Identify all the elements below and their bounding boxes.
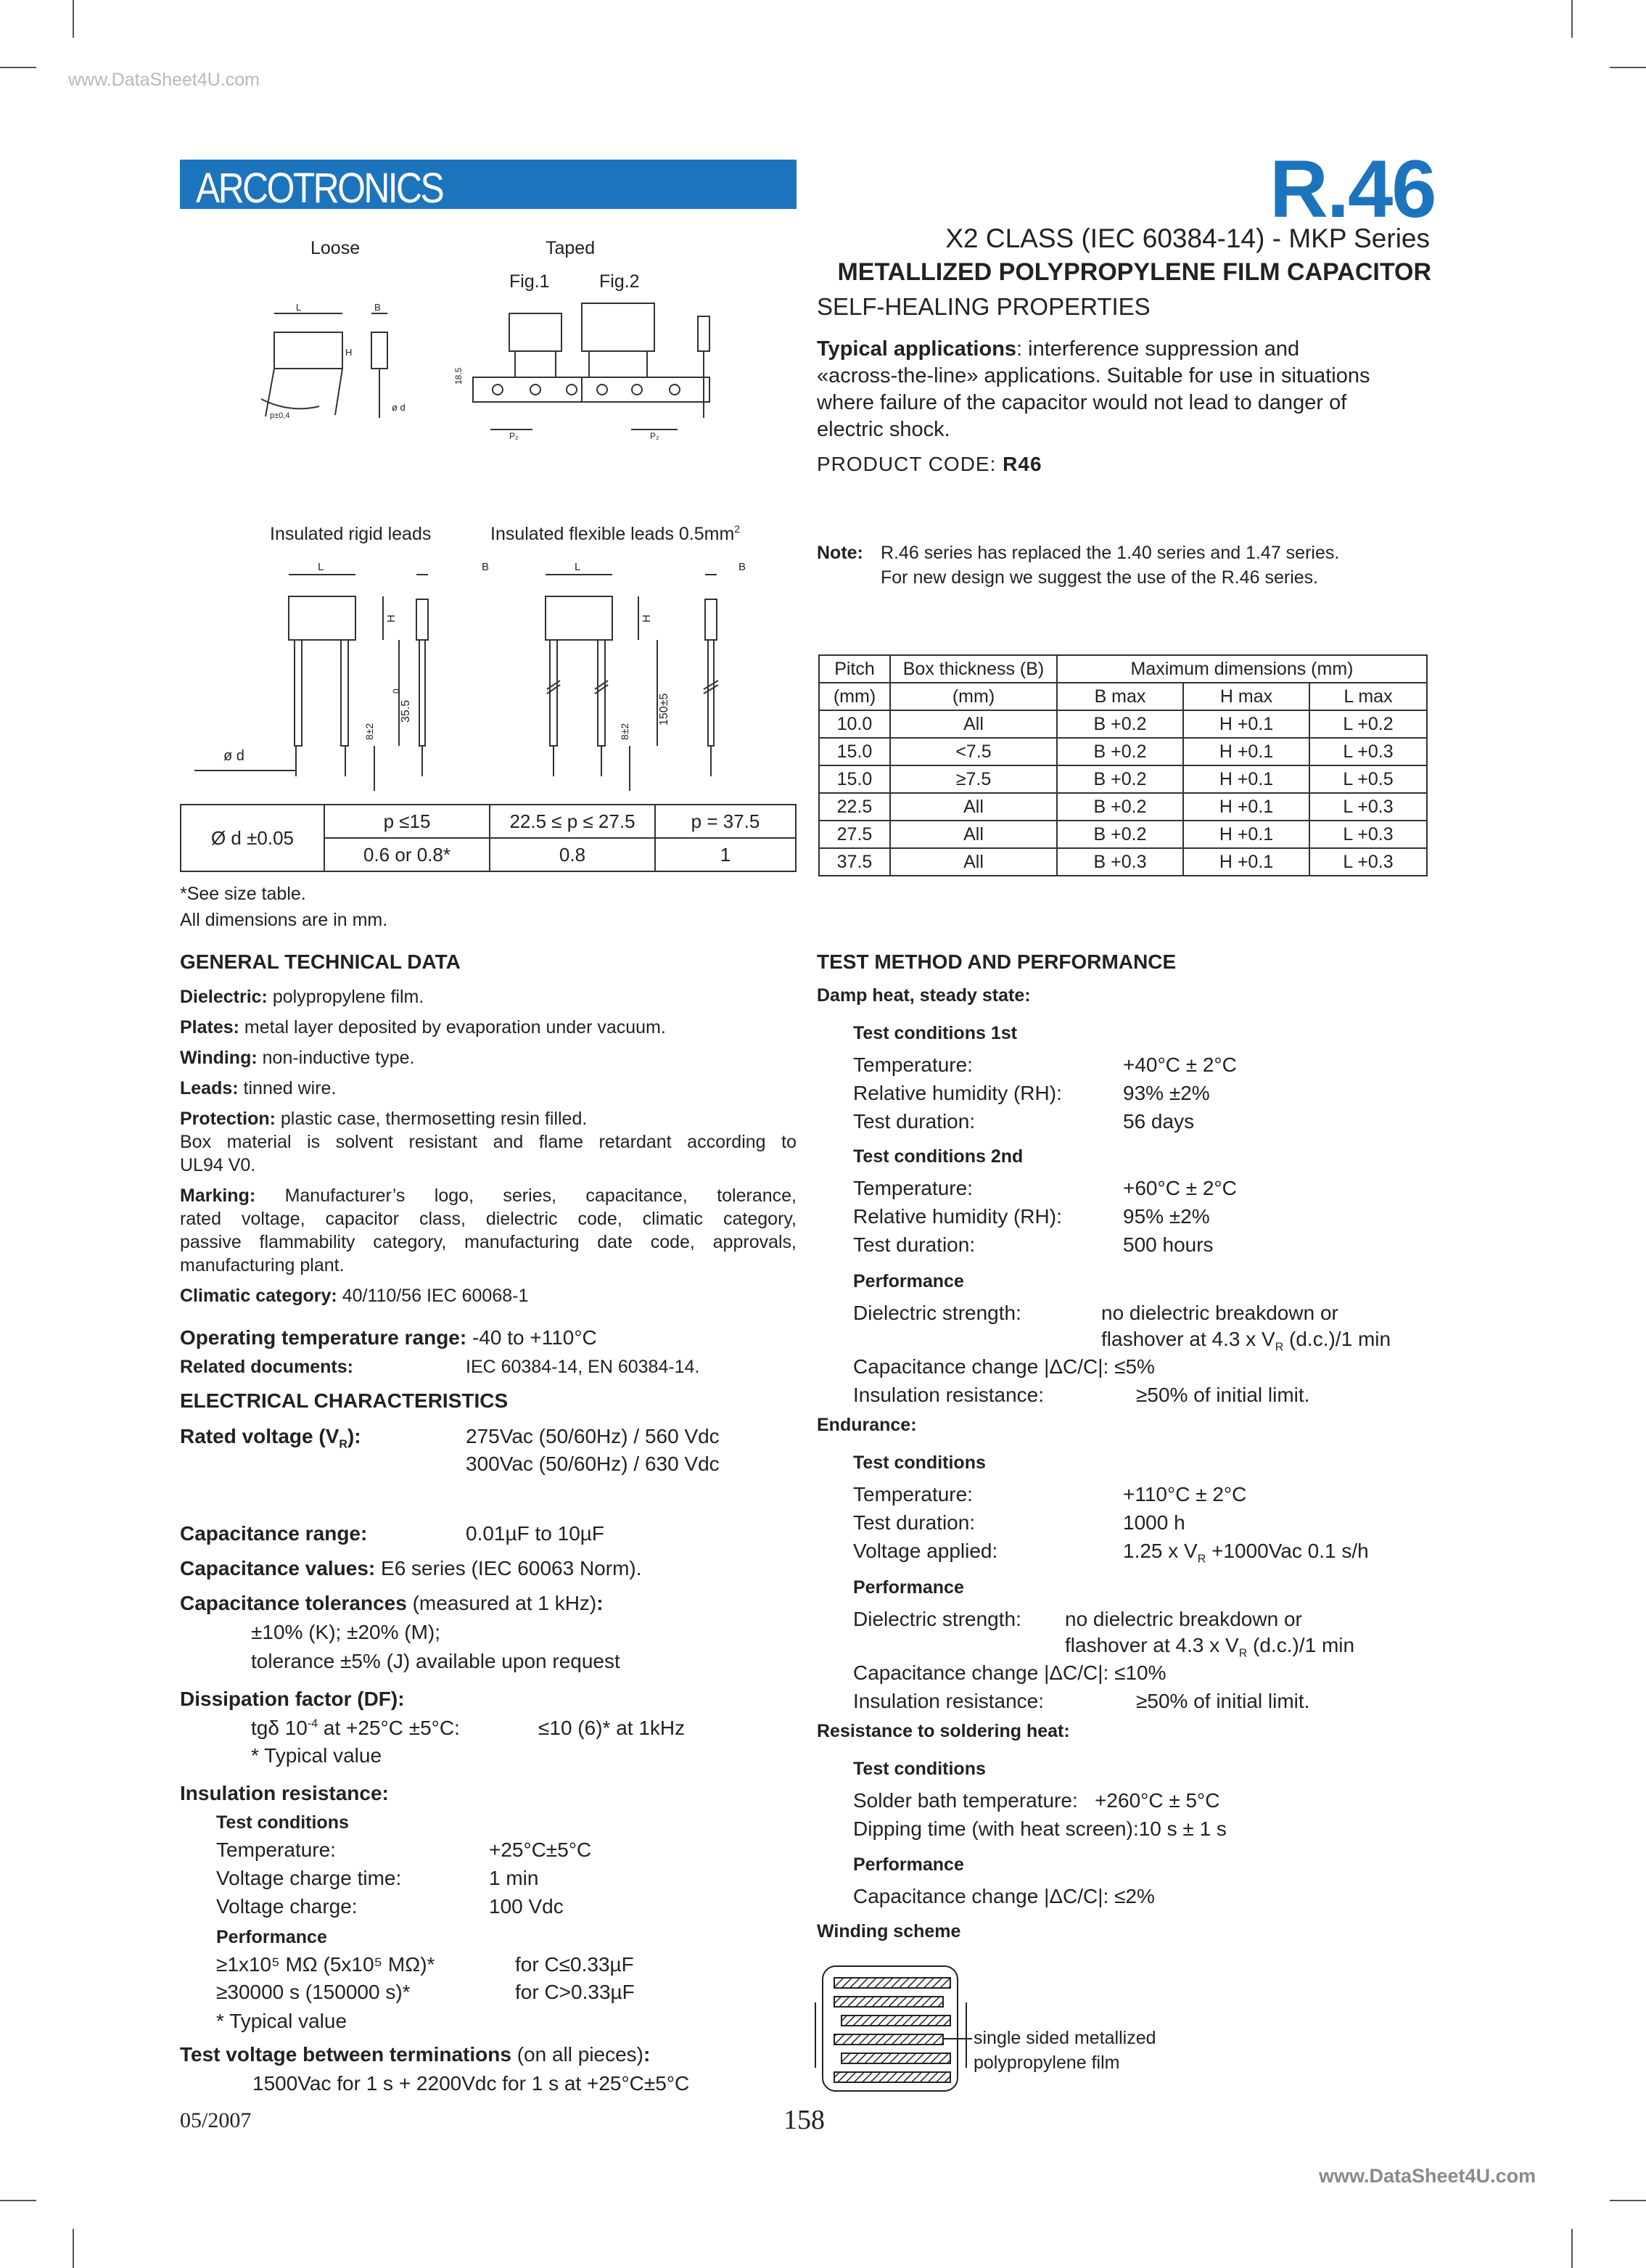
endurance: Endurance:	[817, 1415, 917, 1435]
table-label: Ø d ±0.05	[181, 805, 324, 871]
tc1-title: Test conditions 1st	[853, 1023, 1017, 1043]
cc-value: ≤10%	[1108, 1661, 1166, 1684]
e-dur-value: 1000 h	[1123, 1511, 1185, 1534]
flexible-lead	[550, 640, 557, 746]
p2-ds-value2	[1065, 1634, 1354, 1661]
ir-vc-label: Voltage charge:	[216, 1895, 358, 1918]
table-row	[819, 848, 1427, 876]
tc2-title: Test conditions 2nd	[853, 1146, 1024, 1167]
tc1-rh-label: Relative humidity (RH):	[853, 1082, 1062, 1104]
heading-class: X2 CLASS (IEC 60384-14) - MKP Series	[945, 223, 1430, 253]
stc-title: Test conditions	[853, 1759, 986, 1779]
table-cell: H +0.1	[1183, 793, 1309, 821]
footer-date: 05/2007	[180, 2108, 252, 2132]
ir-performance: Performance	[216, 1927, 327, 1947]
rated-voltage-label	[180, 1425, 361, 1452]
df-value: ≤10 (6)* at 1kHz	[538, 1717, 686, 1739]
tc2-rh-label: Relative humidity (RH):	[853, 1205, 1062, 1228]
table-row	[819, 738, 1427, 765]
tape-fig2	[582, 377, 709, 402]
rated-label: Rated voltage (V	[180, 1425, 340, 1447]
rigid-lead	[419, 640, 425, 746]
table-subheader-row	[819, 683, 1427, 710]
table-header: Box thickness (B)	[890, 655, 1057, 683]
cap-range-value: 0.01µF to 10µF	[466, 1522, 605, 1545]
tc1-temp-value: +40°C ± 2°C	[1123, 1053, 1237, 1076]
brand-banner	[180, 160, 797, 212]
p2-cc	[853, 1661, 1166, 1685]
df-text: tgδ 10	[251, 1717, 308, 1739]
general-label: Leads:	[180, 1078, 239, 1098]
df-sup: -4	[307, 1717, 318, 1730]
p1-cc	[853, 1355, 1155, 1379]
p1-ds-value: no dielectric breakdown or	[1101, 1302, 1338, 1324]
general-value: -40 to +110°C	[466, 1326, 597, 1349]
table-cell: 22.5	[819, 793, 890, 821]
cap-tol-measure: (measured at 1 kHz)	[406, 1592, 597, 1614]
table-cell: L +0.3	[1309, 738, 1427, 765]
tv-label: Test voltage between terminations	[180, 2043, 511, 2066]
table-cell: All	[890, 793, 1057, 821]
table-cell: L +0.3	[1309, 821, 1427, 848]
tc1-dur-value: 56 days	[1123, 1110, 1195, 1133]
taped-capacitor-fig2	[582, 303, 654, 351]
crop-mark	[0, 67, 36, 68]
general-label: Protection:	[180, 1109, 276, 1129]
label-pitch-tol: p±0,4	[270, 411, 290, 420]
label-d: ø d	[223, 748, 244, 764]
table-cell: H +0.1	[1183, 710, 1309, 738]
loose-taped-drawing	[239, 232, 769, 464]
label-H: H	[385, 615, 398, 623]
film-layer	[834, 1978, 950, 1988]
label-d: ø d	[392, 402, 406, 413]
general-label: Climatic category:	[180, 1286, 337, 1306]
general-value: Manufacturer’s logo, series, capacitance, tolerance,	[255, 1186, 797, 1206]
crop-mark	[1610, 67, 1646, 68]
tc2-dur-label: Test duration:	[853, 1233, 976, 1256]
e-temp-value: +110°C ± 2°C	[1123, 1483, 1247, 1505]
e-va-value	[1123, 1540, 1369, 1566]
table-cell: L +0.3	[1309, 793, 1427, 821]
va-sub: R	[1197, 1553, 1206, 1566]
e-temp-label: Temperature:	[853, 1483, 973, 1505]
table-cell: H +0.1	[1183, 821, 1309, 848]
label-fig2: Fig.2	[599, 271, 640, 292]
table-cell: L +0.2	[1309, 710, 1427, 738]
general-value: passive flammability category, manufacturing date code, approvals,	[180, 1232, 797, 1252]
ir-perf-cond: for C≤0.33µF	[515, 1953, 634, 1976]
film-layer	[834, 2034, 943, 2045]
cap-range-label: Capacitance range:	[180, 1522, 368, 1545]
related-docs-value: IEC 60384-14, EN 60384-14.	[466, 1357, 700, 1377]
cc-value: ≤5%	[1108, 1355, 1155, 1378]
label-dim35-tol: 0	[391, 689, 401, 694]
ds-text: (d.c.)/1 min	[1247, 1634, 1355, 1656]
ds-text: flashover at 4.3 x V	[1101, 1328, 1275, 1350]
table-cell: 15.0	[819, 765, 890, 793]
df-typical: * Typical value	[251, 1744, 382, 1767]
sprocket-hole	[670, 385, 680, 395]
product-code-label: PRODUCT CODE:	[817, 453, 1003, 475]
size-note	[180, 882, 387, 932]
tv-measure: (on all pieces)	[511, 2043, 644, 2066]
e-dur-label: Test duration:	[853, 1511, 976, 1534]
perf2-title: Performance	[853, 1577, 964, 1598]
p1-ir-value: ≥50% of initial limit.	[1136, 1384, 1310, 1406]
general-value: Box material is solvent resistant and flame retardant according to	[180, 1132, 797, 1152]
label-dim35: 35.5	[400, 699, 412, 723]
crop-mark	[1571, 2229, 1573, 2268]
general-value: non-inductive type.	[257, 1048, 415, 1068]
p1-ir-label: Insulation resistance:	[853, 1384, 1045, 1406]
cc-label: Capacitance change |ΔC/C|:	[853, 1661, 1109, 1684]
electrical-title: ELECTRICAL CHARACTERISTICS	[180, 1389, 509, 1412]
df-label: Dissipation factor (DF):	[180, 1688, 405, 1710]
table-subheader: (mm)	[819, 683, 890, 710]
typical-label: Typical applications	[817, 337, 1017, 361]
cap-values-label: Capacitance values:	[180, 1557, 376, 1579]
rated-voltage-value: 275Vac (50/60Hz) / 560 Vdc	[466, 1425, 720, 1447]
va-text: 1.25 x V	[1123, 1540, 1198, 1562]
s-bath: Solder bath temperature: +260°C ± 5°C	[853, 1789, 1220, 1812]
brand-name: ARCOTRONICS	[196, 165, 443, 212]
lead-diameter-table	[180, 804, 797, 872]
p2-ds-value: no dielectric breakdown or	[1065, 1608, 1302, 1630]
table-cell: B +0.2	[1057, 821, 1183, 848]
pitch-arc	[261, 399, 319, 408]
break-mark	[704, 681, 718, 694]
table-cell: 1	[655, 838, 796, 871]
test-title: TEST METHOD AND PERFORMANCE	[817, 950, 1177, 973]
label-loose: Loose	[310, 238, 361, 258]
tc2-rh-value: 95% ±2%	[1123, 1205, 1210, 1228]
ds-sub: R	[1275, 1341, 1284, 1354]
cap-tol-label: Capacitance tolerances	[180, 1592, 407, 1614]
flexible-lead	[708, 640, 714, 746]
table-cell: B +0.2	[1057, 765, 1183, 793]
sprocket-hole	[597, 385, 607, 395]
table-row	[819, 793, 1427, 821]
table-header: p = 37.5	[655, 805, 796, 838]
label-B: B	[482, 561, 490, 573]
ds-text: (d.c.)/1 min	[1283, 1328, 1391, 1350]
label-p2: P₂	[509, 431, 519, 441]
general-value: metal layer deposited by evaporation under vacuum.	[239, 1017, 666, 1038]
general-value: tinned wire.	[238, 1078, 337, 1098]
tc1-dur-label: Test duration:	[853, 1110, 976, 1133]
table-cell: L +0.5	[1309, 765, 1427, 793]
film-layer	[841, 2053, 950, 2063]
winding-title: Winding scheme	[817, 1921, 961, 1942]
general-value: rated voltage, capacitor class, dielectric code, climatic category,	[180, 1209, 797, 1229]
crop-mark	[73, 0, 74, 38]
winding-note-line: single sided metallized	[974, 2028, 1156, 2048]
general-label: Related documents:	[180, 1357, 353, 1377]
page-number: 158	[783, 2105, 825, 2135]
cap-tolerances	[180, 1592, 604, 1615]
ir-temp-value: +25°C±5°C	[489, 1838, 592, 1861]
table-header: 22.5 ≤ p ≤ 27.5	[490, 805, 655, 838]
tc2-temp-value: +60°C ± 2°C	[1123, 1177, 1237, 1199]
ir-vc-value: 100 Vdc	[489, 1895, 564, 1918]
ir-test-conditions: Test conditions	[216, 1812, 349, 1833]
table-subheader: (mm)	[890, 683, 1057, 710]
ir-vct-label: Voltage charge time:	[216, 1867, 402, 1889]
label-taped: Taped	[546, 238, 596, 258]
table-subheader: B max	[1057, 683, 1183, 710]
capacitor-body	[546, 596, 612, 640]
heading-properties: SELF-HEALING PROPERTIES	[817, 293, 1151, 320]
rated-end: ):	[347, 1425, 361, 1447]
e-va-label: Voltage applied:	[853, 1540, 998, 1562]
ir-typical: * Typical value	[216, 2010, 347, 2032]
cap-tol-value: ±10% (K); ±20% (M);	[251, 1621, 441, 1643]
table-header-row	[819, 655, 1427, 683]
winding-scheme-drawing	[812, 1959, 972, 2097]
tc2-temp-label: Temperature:	[853, 1177, 973, 1199]
typical-text: : interference suppression and	[1016, 337, 1300, 361]
damp-heat: Damp heat, steady state:	[817, 985, 1031, 1006]
typical-text: where failure of the capacitor would not lead to danger of	[817, 391, 1347, 414]
general-label: Dielectric:	[180, 987, 268, 1007]
table-header: p ≤15	[324, 805, 490, 838]
table-row	[181, 805, 796, 838]
capacitor-body	[274, 332, 342, 369]
taped-side	[698, 316, 709, 351]
film-layer	[841, 2016, 950, 2026]
note-line: For new design we suggest the use of the R.46 series.	[881, 567, 1319, 588]
ir-perf-line: ≥1x10⁵ MΩ (5x10⁵ MΩ)*	[216, 1953, 435, 1976]
sprocket-hole	[530, 385, 540, 395]
table-cell: 0.8	[490, 838, 655, 871]
label-B: B	[374, 302, 381, 313]
label-L: L	[318, 561, 324, 573]
p3-cc	[853, 1885, 1155, 1908]
label-B: B	[738, 561, 746, 573]
table-cell: 10.0	[819, 710, 890, 738]
table-cell: 37.5	[819, 848, 890, 876]
label-H: H	[641, 615, 653, 623]
product-code	[817, 453, 1042, 476]
ir-temp-label: Temperature:	[216, 1838, 336, 1861]
tc2-dur-value: 500 hours	[1123, 1233, 1214, 1256]
p1-ds-value2	[1101, 1328, 1391, 1355]
note-line: R.46 series has replaced the 1.40 series and 1.47 series.	[881, 543, 1340, 563]
ds-sub: R	[1238, 1647, 1248, 1660]
table-cell: H +0.1	[1183, 848, 1309, 876]
table-cell: B +0.2	[1057, 738, 1183, 765]
rated-voltage-value: 300Vac (50/60Hz) / 630 Vdc	[466, 1453, 720, 1475]
capacitor-body	[289, 596, 355, 640]
table-cell: All	[890, 710, 1057, 738]
general-value: polypropylene film.	[267, 987, 424, 1007]
cap-values	[180, 1557, 642, 1580]
label-flexible-text: Insulated flexible leads 0.5mm	[490, 524, 735, 544]
product-code-value: R46	[1003, 453, 1042, 475]
df-condition	[251, 1717, 460, 1740]
general-value: plastic case, thermosetting resin filled.	[275, 1109, 588, 1129]
taped-capacitor-fig1	[509, 313, 561, 351]
general-label: Plates:	[180, 1017, 239, 1038]
size-note-line: All dimensions are in mm.	[180, 910, 388, 930]
rigid-lead	[341, 640, 348, 746]
cap-tol-end: :	[596, 1592, 604, 1614]
sprocket-hole	[632, 385, 642, 395]
test-voltage-value: 1500Vac for 1 s + 2200Vdc for 1 s at +25°C±5°C	[252, 2072, 690, 2095]
film-layer	[834, 2072, 950, 2082]
crop-mark	[0, 2200, 36, 2201]
label-fig1: Fig.1	[509, 271, 550, 292]
watermark-top[interactable]: www.DataSheet4U.com	[68, 70, 260, 90]
table-cell: 0.6 or 0.8*	[324, 838, 490, 871]
etc-title: Test conditions	[853, 1453, 986, 1473]
heading-type: METALLIZED POLYPROPYLENE FILM CAPACITOR	[837, 258, 1431, 286]
label-flexible	[490, 523, 740, 544]
table-cell: 27.5	[819, 821, 890, 848]
perf1-title: Performance	[853, 1271, 964, 1291]
label-L: L	[575, 561, 581, 573]
tc1-rh-value: 93% ±2%	[1123, 1082, 1210, 1104]
cap-values-value: E6 series (IEC 60063 Norm).	[375, 1557, 642, 1579]
ir-label: Insulation resistance:	[180, 1782, 389, 1804]
rated-sub: R	[339, 1438, 347, 1451]
soldering: Resistance to soldering heat:	[817, 1721, 1070, 1741]
p2-ir-value: ≥50% of initial limit.	[1136, 1690, 1310, 1712]
general-value: 40/110/56 IEC 60068-1	[337, 1286, 529, 1306]
label-h185: 18.5	[453, 367, 464, 385]
note-label: Note:	[817, 543, 863, 563]
label-dim8: 8±2	[363, 723, 375, 740]
note	[817, 541, 1340, 588]
general-label: Operating temperature range:	[180, 1326, 467, 1349]
label-p2: P₂	[650, 431, 659, 441]
flexible-lead	[598, 640, 605, 746]
winding-note-line: polypropylene film	[974, 2053, 1120, 2073]
typical-text: «across-the-line» applications. Suitable for use in situations	[817, 364, 1370, 387]
ir-vct-value: 1 min	[489, 1867, 539, 1889]
table-cell: 15.0	[819, 738, 890, 765]
label-dim8: 8±2	[619, 723, 630, 740]
capacitor-side	[416, 599, 428, 640]
general-label: Winding:	[180, 1048, 258, 1068]
table-row	[819, 821, 1427, 848]
break-mark	[547, 681, 608, 694]
typical-applications	[817, 336, 1441, 443]
table-cell: <7.5	[890, 738, 1057, 765]
table-cell: All	[890, 821, 1057, 848]
ds-text: flashover at 4.3 x V	[1065, 1634, 1239, 1656]
tape-fig1	[473, 377, 582, 402]
table-cell: B +0.2	[1057, 793, 1183, 821]
p2-ds-label: Dielectric strength:	[853, 1608, 1021, 1630]
insulated-leads-drawing	[194, 515, 775, 798]
general-title: GENERAL TECHNICAL DATA	[180, 950, 461, 973]
dimensions-table	[818, 654, 1428, 876]
cap-tol-value: tolerance ±5% (J) available upon request	[251, 1650, 620, 1672]
table-subheader: H max	[1183, 683, 1309, 710]
film-layer	[834, 1997, 943, 2007]
related-docs	[180, 1355, 353, 1379]
table-header: Pitch	[819, 655, 890, 683]
table-subheader: L max	[1309, 683, 1427, 710]
watermark-bottom[interactable]: www.DataSheet4U.com	[1319, 2165, 1536, 2187]
capacitor-side	[705, 599, 717, 640]
general-value: UL94 V0.	[180, 1155, 256, 1175]
table-cell: ≥7.5	[890, 765, 1057, 793]
crop-mark	[73, 2229, 74, 2268]
va-text: +1000Vac 0.1 s/h	[1206, 1540, 1369, 1562]
ir-perf-cond: for C>0.33µF	[515, 1981, 635, 2003]
general-label: Marking:	[180, 1186, 256, 1206]
size-note-line: *See size table.	[180, 884, 306, 904]
crop-mark	[1571, 0, 1573, 38]
table-cell: H +0.1	[1183, 738, 1309, 765]
s-dip: Dipping time (with heat screen):10 s ± 1 s	[853, 1817, 1227, 1840]
test-voltage	[180, 2043, 650, 2066]
cc-label: Capacitance change |ΔC/C|:	[853, 1885, 1109, 1907]
label-dim150: 150±5	[658, 693, 670, 726]
capacitor-side	[371, 332, 387, 369]
operating-temp	[180, 1326, 597, 1349]
table-cell: L +0.3	[1309, 848, 1427, 876]
table-cell: B +0.2	[1057, 710, 1183, 738]
table-cell: H +0.1	[1183, 765, 1309, 793]
label-H: H	[345, 347, 353, 358]
table-cell: All	[890, 848, 1057, 876]
sprocket-hole	[567, 385, 577, 395]
table-row	[819, 710, 1427, 738]
p1-ds-label: Dielectric strength:	[853, 1302, 1021, 1324]
cc-value: ≤2%	[1108, 1885, 1155, 1907]
rigid-lead	[295, 640, 302, 746]
table-row	[819, 765, 1427, 793]
general-data	[180, 985, 797, 1307]
cc-label: Capacitance change |ΔC/C|:	[853, 1355, 1109, 1378]
typical-text: electric shock.	[817, 418, 950, 441]
ir-perf-line: ≥30000 s (150000 s)*	[216, 1981, 411, 2003]
crop-mark	[1610, 2200, 1646, 2201]
winding-note	[974, 2026, 1156, 2075]
table-cell: B +0.3	[1057, 848, 1183, 876]
general-value: manufacturing plant.	[180, 1255, 345, 1275]
tc1-temp-label: Temperature:	[853, 1053, 973, 1076]
tv-end: :	[643, 2043, 651, 2066]
perf3-title: Performance	[853, 1854, 964, 1875]
label-L: L	[296, 302, 302, 313]
df-text: at +25°C ±5°C:	[318, 1717, 460, 1739]
sprocket-hole	[493, 385, 503, 395]
label-rigid: Insulated rigid leads	[270, 524, 432, 544]
series-title: R.46	[1270, 144, 1436, 234]
label-flexible-sup: 2	[734, 523, 741, 535]
table-header: Maximum dimensions (mm)	[1057, 655, 1427, 683]
p2-ir-label: Insulation resistance:	[853, 1690, 1045, 1712]
